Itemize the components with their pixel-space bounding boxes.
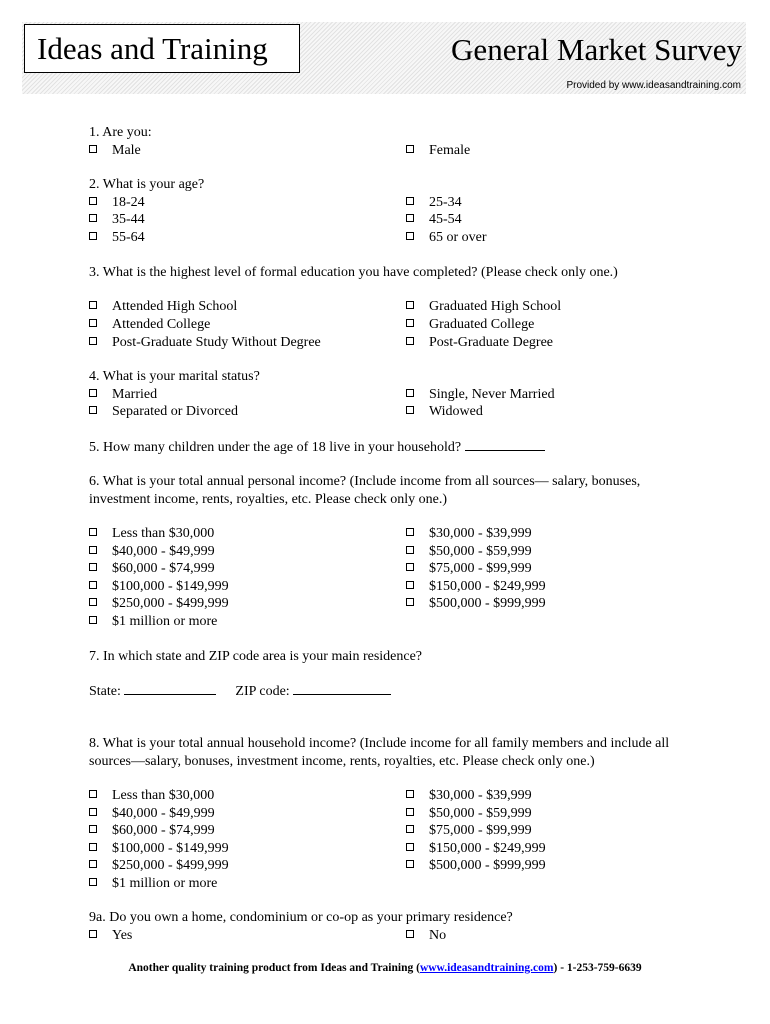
checkbox[interactable] [89,406,97,414]
option-education[interactable]: Post-Graduate Degree [406,334,553,352]
footer-link[interactable]: www.ideasandtraining.com [419,962,554,974]
option-household-income[interactable]: $150,000 - $249,999 [406,840,546,858]
checkbox[interactable] [89,581,97,589]
option-own-no[interactable]: No [406,927,446,945]
checkbox[interactable] [406,232,414,240]
checkbox[interactable] [406,319,414,327]
option-marital[interactable]: Widowed [406,403,483,421]
option-age[interactable]: 45-54 [406,211,462,229]
question-4: 4. What is your marital status? [89,369,260,384]
checkbox[interactable] [406,546,414,554]
option-personal-income[interactable]: $250,000 - $499,999 [89,595,229,613]
checkbox[interactable] [89,790,97,798]
option-education[interactable]: Attended College [89,316,210,334]
checkbox[interactable] [89,860,97,868]
option-personal-income[interactable]: $100,000 - $149,999 [89,578,229,596]
state-zip-row: State: ZIP code: [89,682,391,701]
question-8: 8. What is your total annual household income? (Include income for all family members and include all sources—salary, bonuses, investment income, rents, royalties, etc. Please check only one.) [89,736,670,769]
checkbox[interactable] [406,528,414,536]
checkbox[interactable] [406,301,414,309]
option-education[interactable]: Attended High School [89,298,237,316]
option-personal-income[interactable]: $50,000 - $59,999 [406,543,532,561]
option-education[interactable]: Graduated High School [406,298,561,316]
checkbox[interactable] [89,930,97,938]
question-2: 2. What is your age? [89,177,205,192]
checkbox[interactable] [406,930,414,938]
checkbox[interactable] [89,337,97,345]
option-household-income[interactable]: $60,000 - $74,999 [89,822,215,840]
brand-logo: Ideas and Training [24,24,300,73]
option-personal-income[interactable]: $1 million or more [89,613,217,631]
question-3: 3. What is the highest level of formal education you have completed? (Please check only one.) [89,265,618,280]
checkbox[interactable] [89,528,97,536]
option-age[interactable]: 35-44 [89,211,145,229]
option-personal-income[interactable]: $150,000 - $249,999 [406,578,546,596]
option-household-income[interactable]: $500,000 - $999,999 [406,857,546,875]
option-education[interactable]: Post-Graduate Study Without Degree [89,334,321,352]
checkbox[interactable] [89,232,97,240]
option-household-income[interactable]: $100,000 - $149,999 [89,840,229,858]
checkbox[interactable] [406,563,414,571]
checkbox[interactable] [406,389,414,397]
option-personal-income[interactable]: Less than $30,000 [89,525,214,543]
checkbox[interactable] [89,389,97,397]
checkbox[interactable] [89,301,97,309]
question-1: 1. Are you: [89,125,152,140]
checkbox[interactable] [406,197,414,205]
checkbox[interactable] [406,581,414,589]
checkbox[interactable] [406,214,414,222]
option-household-income[interactable]: $40,000 - $49,999 [89,805,215,823]
option-male[interactable]: Male [89,142,141,160]
footer: Another quality training product from Ideas and Training (www.ideasandtraining.com) - 1-253-759-6639 [128,962,642,974]
option-marital[interactable]: Married [89,386,157,404]
checkbox[interactable] [89,197,97,205]
checkbox[interactable] [89,546,97,554]
option-household-income[interactable]: $250,000 - $499,999 [89,857,229,875]
option-marital[interactable]: Separated or Divorced [89,403,238,421]
option-household-income[interactable]: $50,000 - $59,999 [406,805,532,823]
option-household-income[interactable]: $1 million or more [89,875,217,893]
checkbox[interactable] [89,563,97,571]
checkbox[interactable] [89,145,97,153]
option-personal-income[interactable]: $30,000 - $39,999 [406,525,532,543]
checkbox[interactable] [406,790,414,798]
option-household-income[interactable]: $75,000 - $99,999 [406,822,532,840]
question-5: 5. How many children under the age of 18 live in your household? [89,438,545,457]
checkbox[interactable] [89,616,97,624]
survey-title: General Market Survey [451,32,742,67]
provided-by: Provided by www.ideasandtraining.com [566,80,741,91]
checkbox[interactable] [89,825,97,833]
option-age[interactable]: 55-64 [89,229,145,247]
checkbox[interactable] [89,808,97,816]
question-9a: 9a. Do you own a home, condominium or co-op as your primary residence? [89,910,513,925]
checkbox[interactable] [406,406,414,414]
zip-field[interactable] [293,682,391,695]
option-marital[interactable]: Single, Never Married [406,386,555,404]
checkbox[interactable] [89,843,97,851]
option-female[interactable]: Female [406,142,470,160]
option-age[interactable]: 18-24 [89,194,145,212]
option-education[interactable]: Graduated College [406,316,534,334]
option-household-income[interactable]: $30,000 - $39,999 [406,787,532,805]
checkbox[interactable] [406,145,414,153]
checkbox[interactable] [89,319,97,327]
option-own-yes[interactable]: Yes [89,927,132,945]
option-age[interactable]: 25-34 [406,194,462,212]
checkbox[interactable] [89,598,97,606]
checkbox[interactable] [89,214,97,222]
option-personal-income[interactable]: $75,000 - $99,999 [406,560,532,578]
option-personal-income[interactable]: $60,000 - $74,999 [89,560,215,578]
option-age[interactable]: 65 or over [406,229,487,247]
checkbox[interactable] [406,843,414,851]
option-personal-income[interactable]: $500,000 - $999,999 [406,595,546,613]
checkbox[interactable] [89,878,97,886]
question-6: 6. What is your total annual personal income? (Include income from all sources— salary, bonuses, investment income, rents, royalties, etc. Please check only one.) [89,474,641,507]
checkbox[interactable] [406,598,414,606]
checkbox[interactable] [406,860,414,868]
option-household-income[interactable]: Less than $30,000 [89,787,214,805]
option-personal-income[interactable]: $40,000 - $49,999 [89,543,215,561]
state-field[interactable] [124,682,216,695]
checkbox[interactable] [406,808,414,816]
checkbox[interactable] [406,337,414,345]
children-count-field[interactable] [465,438,545,451]
checkbox[interactable] [406,825,414,833]
question-7: 7. In which state and ZIP code area is your main residence? [89,649,423,664]
